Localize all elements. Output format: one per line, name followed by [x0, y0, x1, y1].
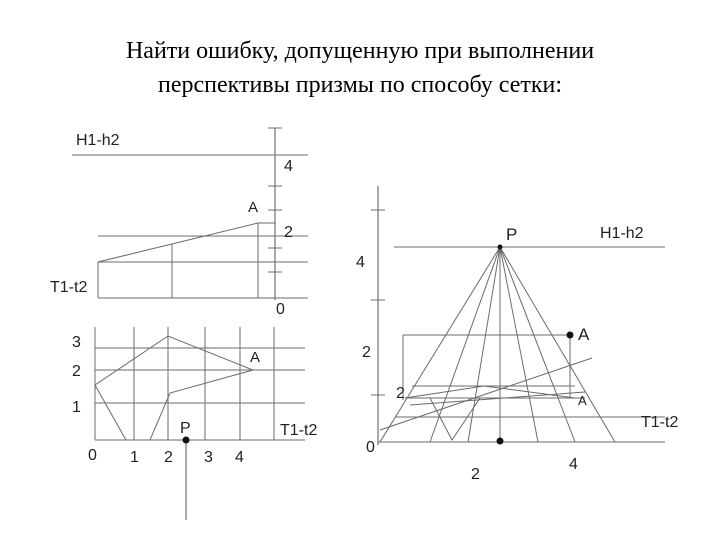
top-tick-label: 2 — [284, 224, 293, 241]
persp-ray — [500, 247, 615, 442]
top-tick-label: 4 — [284, 158, 293, 175]
persp-x-tick: 4 — [569, 456, 578, 473]
persp-x-tick: 2 — [471, 466, 480, 483]
persp-point-a — [567, 332, 574, 339]
bottom-y-tick: 2 — [72, 363, 81, 380]
bottom-x-tick: 3 — [204, 449, 213, 466]
top-plan-diagram — [50, 128, 308, 318]
bottom-x-tick: 4 — [235, 449, 244, 466]
bottom-y-tick: 1 — [72, 399, 81, 416]
persp-prism-bottom — [412, 398, 572, 440]
title-line-1: Найти ошибку, допущенную при выполнении — [125, 38, 595, 64]
top-tick-label: 0 — [276, 301, 285, 318]
top-slope-line — [98, 223, 258, 262]
bottom-prism-outline — [95, 336, 253, 440]
persp-inner-label: 2 — [396, 385, 405, 402]
top-point-a-label: A — [248, 199, 259, 216]
bottom-x-tick: 2 — [164, 449, 173, 466]
bottom-center-label: P — [180, 420, 191, 437]
persp-prism-top — [405, 386, 575, 398]
persp-point-a-lower-label: A — [578, 393, 587, 408]
persp-ray — [500, 247, 538, 442]
bottom-center-point — [183, 437, 190, 444]
persp-point-a-label: A — [578, 325, 590, 344]
persp-center-point — [498, 245, 503, 250]
persp-center-label: P — [506, 225, 518, 244]
bottom-y-tick: 3 — [72, 334, 81, 351]
persp-y-tick: 0 — [366, 439, 375, 456]
bottom-ground-label: T1-t2 — [280, 422, 318, 439]
bottom-point-a-label: A — [250, 349, 261, 366]
title-line-2: перспективы призмы по способу сетки: — [157, 72, 563, 98]
perspective-diagram — [356, 186, 678, 483]
bottom-plan-diagram — [72, 327, 317, 520]
persp-ray — [500, 247, 575, 442]
top-horizon-label: H1-h2 — [76, 132, 120, 149]
bottom-x-tick: 1 — [130, 449, 139, 466]
persp-horizon-label: H1-h2 — [600, 225, 644, 242]
bottom-x-tick: 0 — [88, 447, 97, 464]
persp-y-tick: 2 — [362, 344, 371, 361]
persp-base-point — [497, 438, 504, 445]
persp-ray — [468, 247, 500, 442]
persp-ground-label: T1-t2 — [641, 414, 679, 431]
top-ground-label: T1-t2 — [50, 279, 88, 296]
persp-y-tick: 4 — [356, 254, 365, 271]
